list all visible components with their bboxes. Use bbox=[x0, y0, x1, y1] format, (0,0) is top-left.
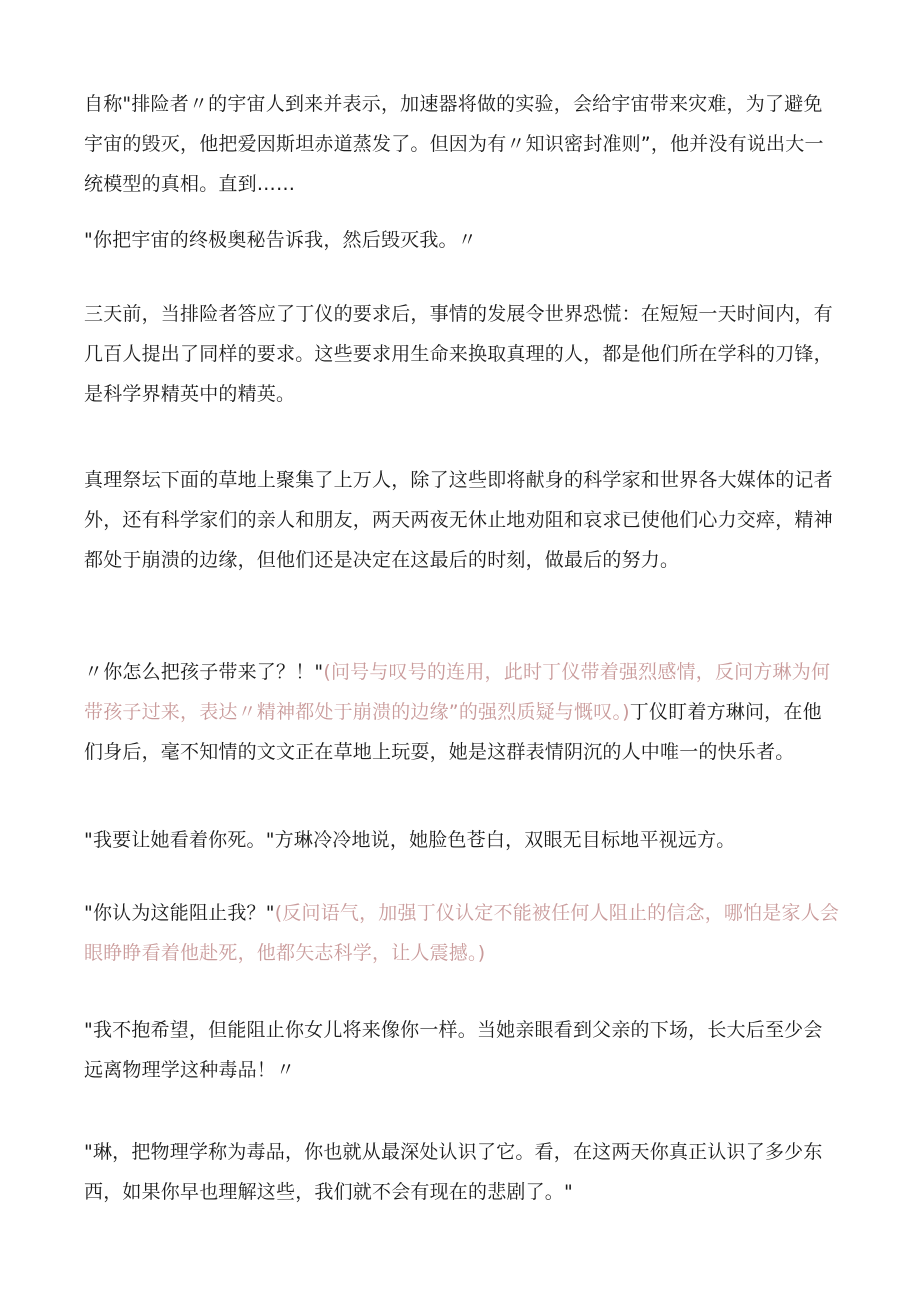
dialogue-text: "你认为这能阻止我？" bbox=[84, 902, 275, 924]
paragraph-three-days-ago: 三天前，当排险者答应了丁仪的要求后，事情的发展令世界恐慌：在短短一天时间内，有几百人提出了同样的要求。这些要求用生命来换取真理的人，都是他们所在学科的刀锋，是科学界精英中的精英。 bbox=[84, 303, 833, 405]
paragraph-crowd-at-altar: 真理祭坛下面的草地上聚集了上万人，除了这些即将献身的科学家和世界各大媒体的记者外，还有科学家们的亲人和朋友，两天两夜无休止地劝阻和哀求已使他们心力交瘁，精神都处于崩溃的边缘，但他们还是决定在这最后的时刻，做最后的努力。 bbox=[84, 469, 833, 571]
paragraph-dialogue-ding-yi-request: "你把宇宙的终极奥秘告诉我，然后毁灭我。〃 bbox=[84, 229, 477, 251]
dialogue-text: 〃你怎么把孩子带来了？！" bbox=[84, 661, 324, 683]
paragraph-no-hope: "我不抱希望，但能阻止你女儿将来像你一样。当她亲眼看到父亲的下场，长大后至少会远离物理学这种毒品！〃 bbox=[84, 1019, 823, 1081]
paragraph-intro-summary: 自称"排险者〃的宇宙人到来并表示，加速器将做的实验，会给宇宙带来灾难，为了避免宇宙的毁灭，他把爱因斯坦赤道蒸发了。但因为有〃知识密封准则”，他并没有说出大一统模型的真相。直到…… bbox=[84, 93, 824, 195]
paragraph-annotated-rhetorical-question bbox=[84, 893, 840, 973]
narration-text: 丁仪盯着方琳问，在他们身后，毫不知情的文文正在草地上玩耍，她是这群表情阴沉的人中唯一的快乐者。 bbox=[84, 701, 822, 763]
paragraph-physics-poison: "琳，把物理学称为毒品，你也就从最深处认识了它。看，在这两天你真正认识了多少东西，如果你早也理解这些，我们就不会有现在的悲剧了。" bbox=[84, 1141, 823, 1203]
annotation-note: (反问语气，加强丁仪认定不能被任何人阻止的信念，哪怕是家人会眼睁睁看着他赴死，他都矢志科学，让人震撼。) bbox=[84, 902, 840, 964]
paragraph-fang-lin-reply: "我要让她看着你死。"方琳冷冷地说，她脸色苍白，双眼无目标地平视远方。 bbox=[84, 829, 736, 851]
annotation-note: (问号与叹号的连用，此时丁仪带着强烈感情，反问方琳为何带孩子过来，表达〃精神都处于崩溃的边缘”的强烈质疑与慨叹。) bbox=[84, 661, 831, 723]
paragraph-annotated-question-child bbox=[84, 652, 840, 772]
